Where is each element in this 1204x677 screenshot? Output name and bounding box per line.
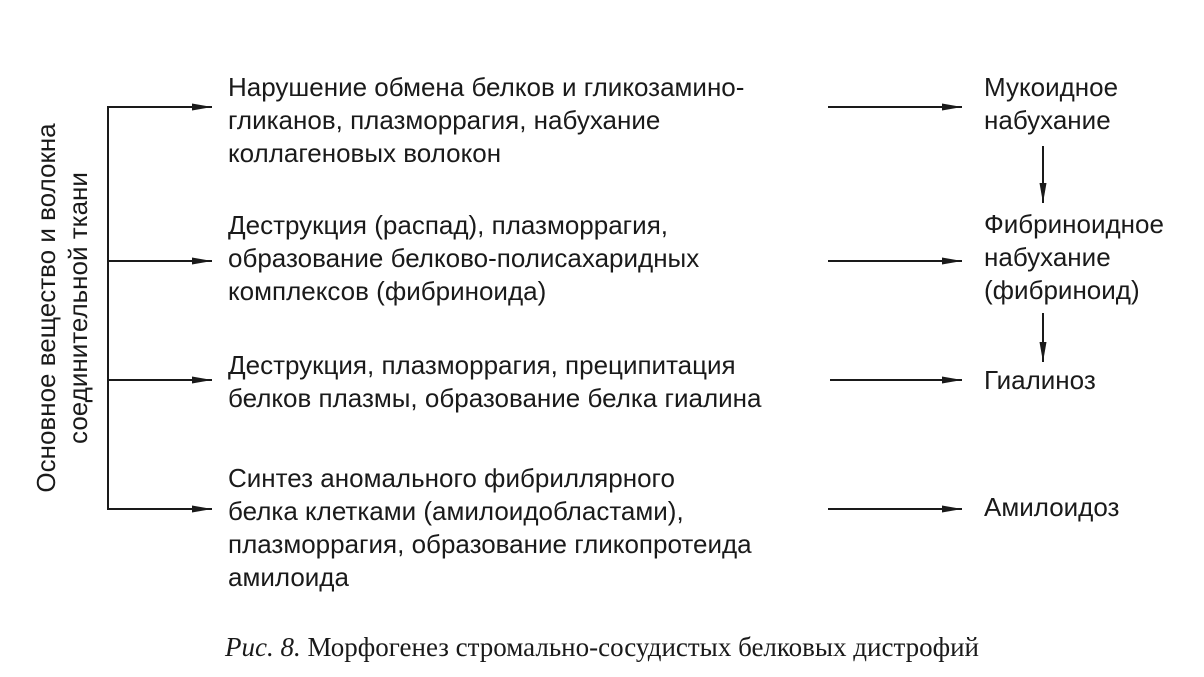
result-hyalinosis	[984, 364, 1096, 397]
process-3-line-1: Деструкция, плазморрагия, преципитация	[228, 350, 736, 380]
process-2-line-3: комплексов (фибриноида)	[228, 276, 547, 306]
caption-text: Морфогенез стромально-сосудистых белковых дистрофий	[300, 632, 979, 662]
caption-prefix: Рис. 8.	[224, 632, 301, 662]
side-label-line-2: соединительной ткани	[63, 172, 93, 444]
result-fibrinoid-swelling	[984, 208, 1164, 307]
process-2-line-1: Деструкция (распад), плазморрагия,	[228, 210, 668, 240]
process-block-4	[228, 462, 752, 594]
result-2-line-3: (фибриноид)	[984, 275, 1140, 305]
figure-caption	[0, 632, 1204, 663]
result-1-line-1: Мукоидное	[984, 72, 1119, 102]
result-mucoid-swelling	[984, 71, 1118, 137]
side-label-line-1: Основное вещество и волокна	[31, 123, 61, 493]
process-4-line-1: Синтез аномального фибриллярного	[228, 463, 675, 493]
process-1-line-1: Нарушение обмена белков и гликозамино-	[228, 72, 745, 102]
process-block-1	[228, 71, 744, 170]
result-2-line-2: набухание	[984, 242, 1111, 272]
process-1-line-2: гликанов, плазморрагия, набухание	[228, 105, 661, 135]
process-4-line-4: амилоида	[228, 562, 349, 592]
process-block-2	[228, 209, 699, 308]
result-1-line-2: набухание	[984, 105, 1111, 135]
process-block-3	[228, 349, 761, 415]
side-label	[14, 92, 110, 524]
process-4-line-3: плазморрагия, образование гликопротеида	[228, 529, 752, 559]
result-amyloidosis	[984, 491, 1119, 524]
process-3-line-2: белков плазмы, образование белка гиалина	[228, 383, 762, 413]
process-1-line-3: коллагеновых волокон	[228, 138, 502, 168]
process-4-line-2: белка клетками (амилоидобластами),	[228, 496, 684, 526]
process-2-line-2: образование белково-полисахаридных	[228, 243, 700, 273]
result-3-line-1: Гиалиноз	[984, 365, 1096, 395]
result-2-line-1: Фибриноидное	[984, 209, 1164, 239]
result-4-line-1: Амилоидоз	[984, 492, 1120, 522]
